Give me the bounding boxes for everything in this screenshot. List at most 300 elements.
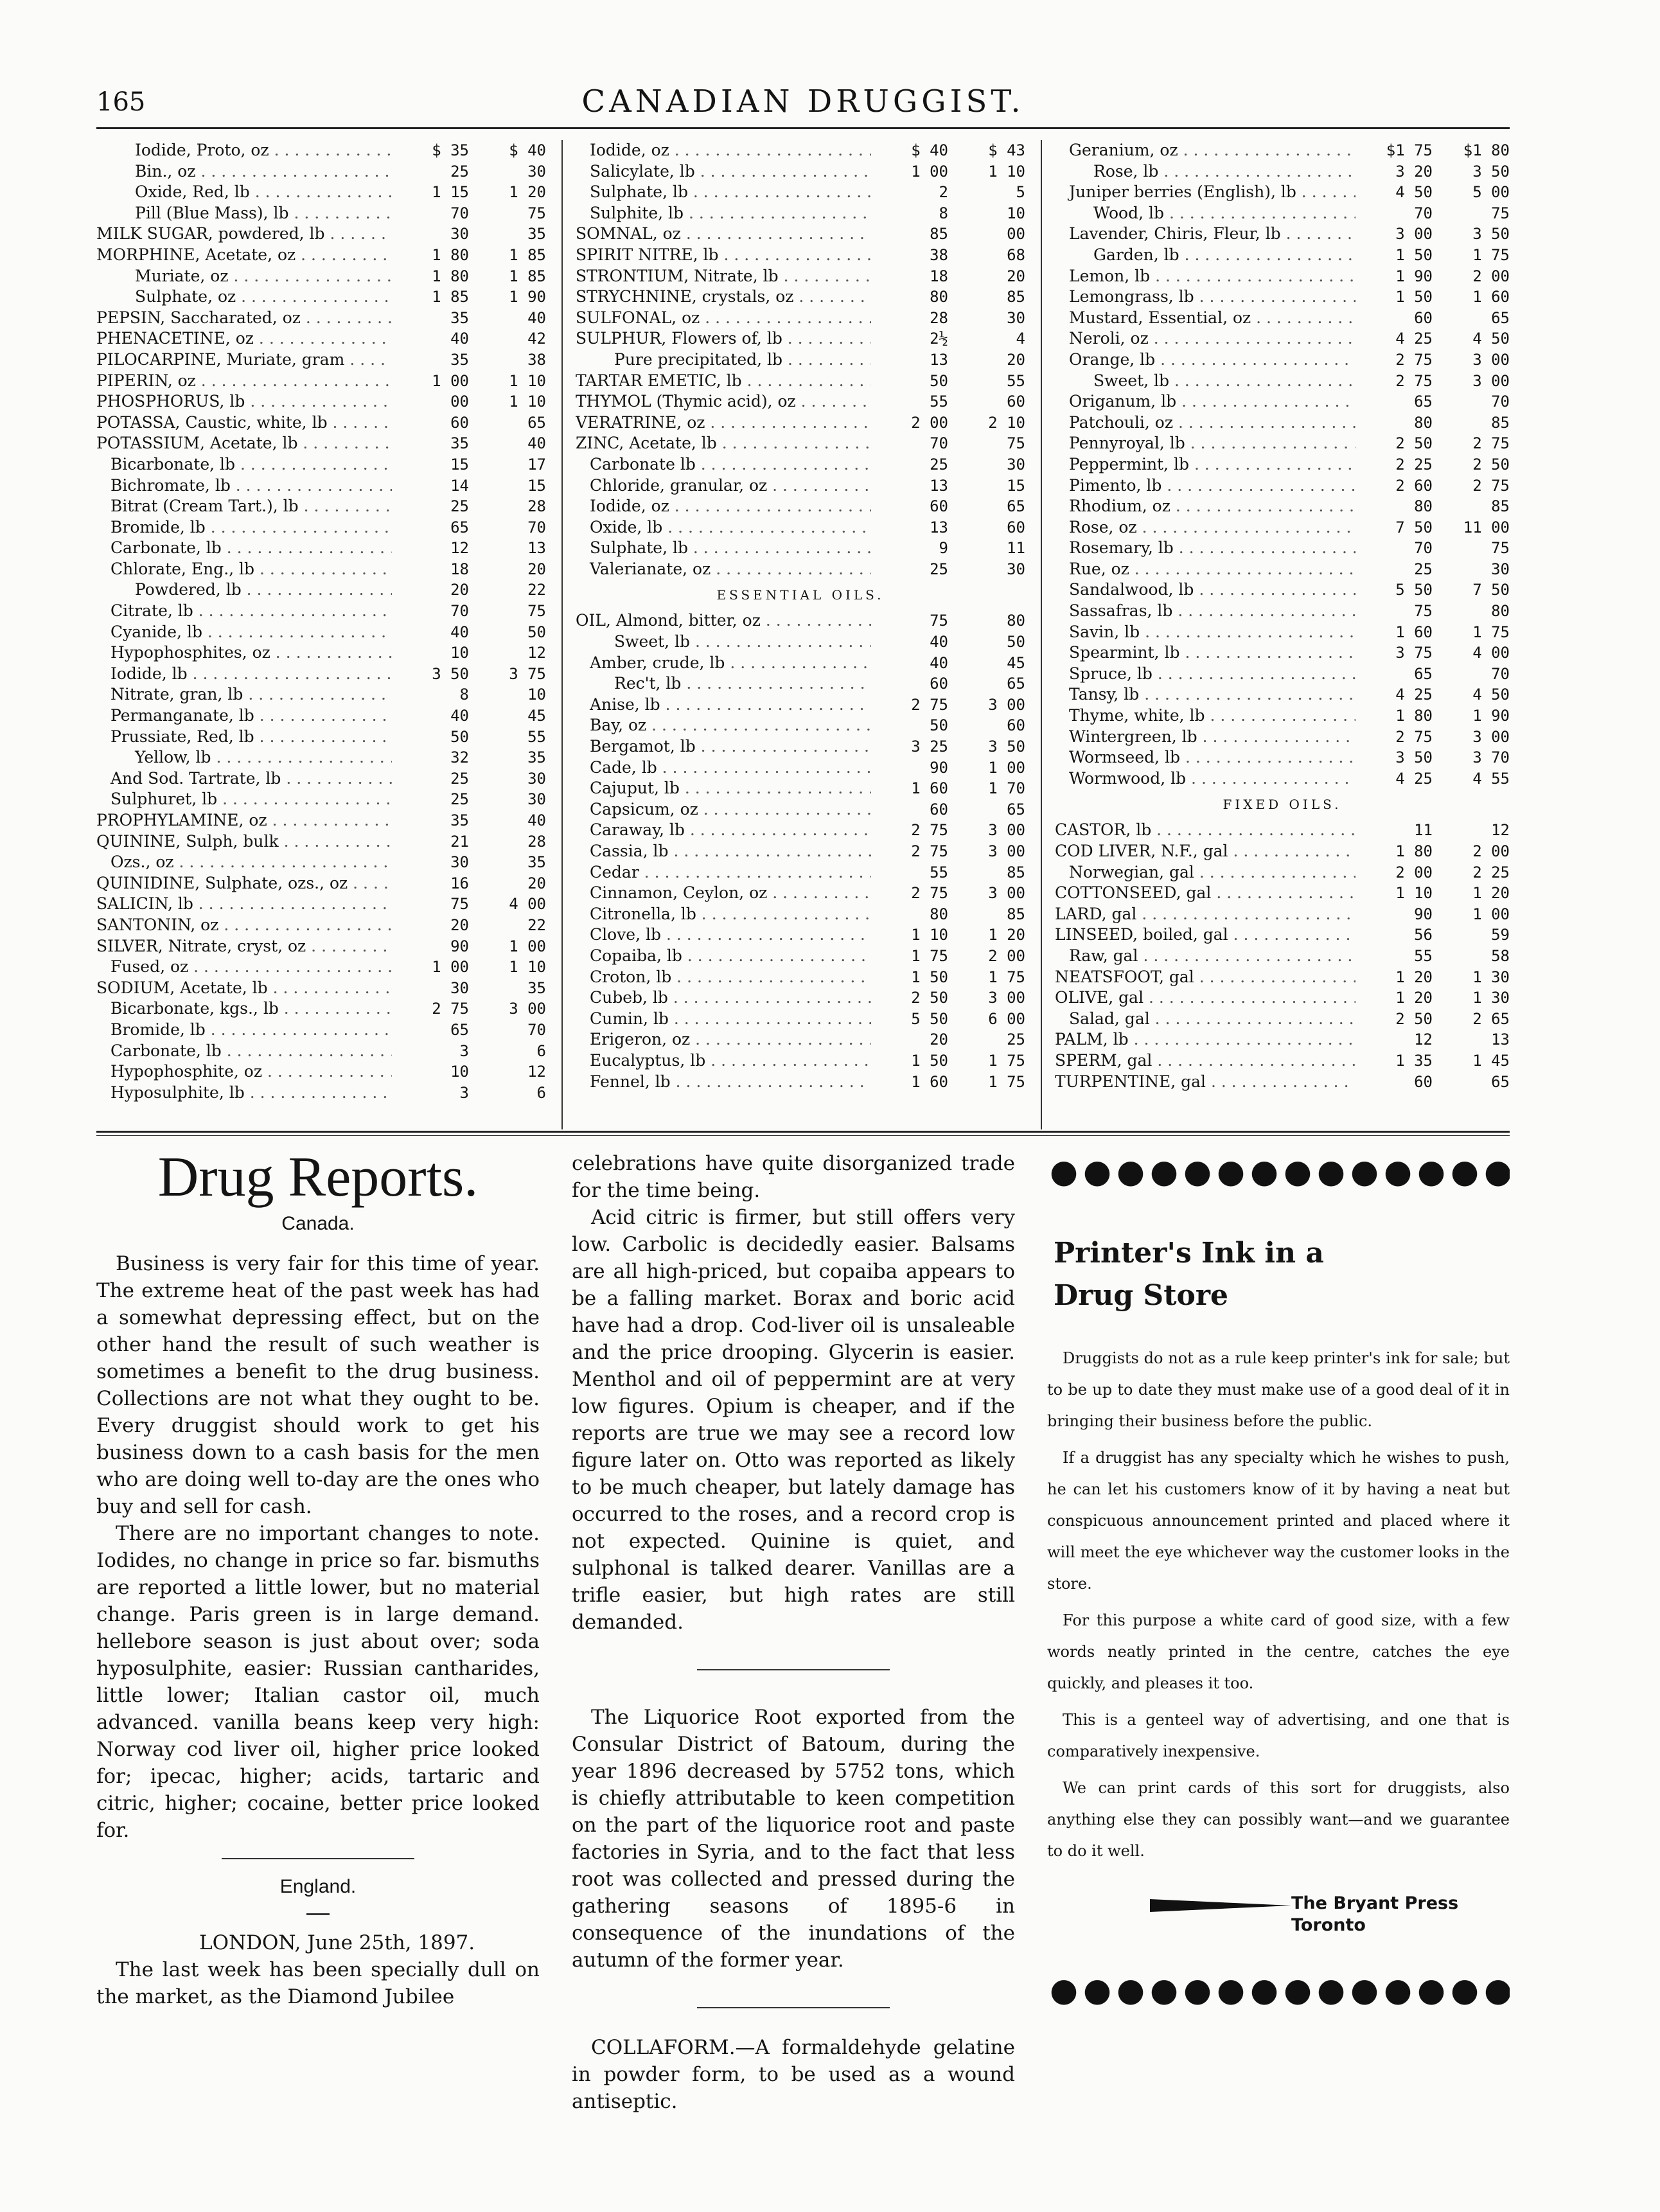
price-row: [96, 182, 546, 203]
item-name: Patchouli, oz . . .: [1055, 412, 1355, 434]
page-number: 165: [96, 87, 146, 117]
price-high: 30: [527, 769, 546, 788]
item-name: Hypophosphite, oz . . .: [96, 1061, 392, 1083]
price-row: [1055, 475, 1510, 497]
price-row: [576, 778, 1025, 799]
item-name: Cinnamon, Ceylon, oz . . .: [576, 883, 871, 904]
item-name: Cedar . . .: [576, 862, 871, 883]
price-low: 3 25: [911, 738, 948, 756]
price-row: [576, 1029, 1025, 1050]
item-name: MORPHINE, Acetate, oz . . .: [96, 245, 392, 266]
price-low: 1 10: [1395, 884, 1433, 903]
item-name: Iodide, Proto, oz . . .: [96, 140, 392, 161]
price-row: [1055, 412, 1510, 434]
price-row: [1055, 925, 1510, 946]
price-low: 60: [930, 497, 948, 516]
price-high: 30: [1491, 560, 1510, 578]
price-row: [576, 799, 1025, 820]
price-row: [96, 998, 546, 1020]
signature-text: [1291, 1893, 1458, 1936]
canada-paragraph-1: Business is very fair for this time of year. The extreme heat of the past week has had a somewhat depressing effect, but on the other hand the result of such weather is sometimes a benefit to the drug business. Collections are not what they ought to be. Every druggist should work to get his business down to a cash basis for the men who are doing well to-day are the ones who buy and sell for cash.: [96, 1252, 540, 1518]
price-low: 1 50: [1395, 245, 1433, 264]
signature-line-2: Toronto: [1291, 1915, 1366, 1935]
price-row: [1055, 883, 1510, 904]
price-row: [1055, 862, 1510, 883]
price-high: 1 10: [509, 958, 546, 977]
price-high: 1 75: [988, 1051, 1025, 1070]
price-low: 3 50: [1395, 748, 1433, 767]
item-name: Norwegian, gal . . .: [1055, 862, 1355, 883]
price-high: 1 75: [988, 968, 1025, 986]
price-low: 2: [939, 183, 948, 202]
item-name: Carbonate, lb . . .: [96, 538, 392, 559]
item-name: Salad, gal . . .: [1055, 1009, 1355, 1030]
item-name: Erigeron, oz . . .: [576, 1029, 871, 1050]
price-low: 20: [450, 916, 469, 934]
price-row: [576, 653, 1025, 674]
price-row: [96, 936, 546, 957]
item-name: Bitrat (Cream Tart.), lb . . .: [96, 496, 392, 517]
price-row: [576, 161, 1025, 182]
price-high: 75: [1007, 434, 1025, 453]
price-high: 13: [527, 539, 546, 558]
item-name: Pimento, lb . . .: [1055, 475, 1355, 497]
canada-paragraph-2: There are no important changes to note. Iodides, no change in price so far. bismuths are reported a little lower, but no material change. Paris green is in large demand. hellebore season is just about over; soda hyposulphite, easier: Russian cantharides, little lower; Italian castor oil, much advanced. vanilla beans keep very high: Norway cod liver oil, higher price looked for; ipecac, higher; acids, tartaric and citric, higher; cocaine, better price looked for.: [96, 1522, 540, 1842]
item-name: SPIRIT NITRE, lb . . .: [576, 245, 871, 266]
price-low: 16: [450, 874, 469, 892]
item-name: Sandalwood, lb . . .: [1055, 580, 1355, 601]
price-row: [1055, 622, 1510, 643]
price-row: [96, 727, 546, 748]
price-row: [96, 475, 546, 497]
price-row: [96, 203, 546, 224]
price-row: [1055, 433, 1510, 454]
price-high: 2 00: [1472, 842, 1510, 860]
price-high: 3 50: [1472, 162, 1510, 181]
price-low: 2 25: [1395, 455, 1433, 473]
price-low: 90: [1414, 905, 1433, 923]
price-high: 20: [1007, 267, 1025, 285]
price-low: 25: [450, 790, 469, 809]
price-row: [1055, 1050, 1510, 1072]
market-column: [572, 1150, 1015, 2115]
price-low: 1 50: [911, 968, 948, 986]
price-row: [96, 308, 546, 329]
price-low: 30: [450, 853, 469, 872]
price-low: 70: [1414, 204, 1433, 222]
price-low: 2 50: [1395, 1009, 1433, 1028]
price-high: 85: [1007, 863, 1025, 881]
price-low: 75: [930, 612, 948, 630]
price-high: 50: [1007, 633, 1025, 651]
price-row: [96, 412, 546, 434]
pointer-arrow-icon: [1150, 1899, 1291, 1912]
price-row: [576, 287, 1025, 308]
price-high: 59: [1491, 926, 1510, 944]
price-low: 28: [930, 308, 948, 327]
item-name: Salicylate, lb . . .: [576, 161, 871, 182]
item-name: Capsicum, oz . . .: [576, 799, 871, 820]
price-high: 13: [1491, 1031, 1510, 1049]
item-name: OIL, Almond, bitter, oz . . .: [576, 610, 871, 632]
price-high: 3 00: [988, 695, 1025, 714]
item-name: Muriate, oz . . .: [96, 266, 392, 287]
price-low: 1 60: [911, 779, 948, 798]
price-high: 1 70: [988, 779, 1025, 798]
price-high: 80: [1007, 612, 1025, 630]
item-name: Rose, lb . . .: [1055, 161, 1355, 182]
price-row: [576, 1072, 1025, 1093]
item-name: SULPHUR, Flowers of, lb . . .: [576, 328, 871, 349]
price-low: 30: [450, 978, 469, 997]
item-name: COD LIVER, N.F., gal . . .: [1055, 841, 1355, 862]
price-low: 80: [930, 905, 948, 923]
price-low: 40: [930, 653, 948, 672]
price-high: 68: [1007, 245, 1025, 264]
advert-signature: [1047, 1893, 1510, 1951]
price-low: 80: [1414, 413, 1433, 432]
price-row: [96, 747, 546, 768]
price-row: [1055, 642, 1510, 664]
price-low: 2 50: [1395, 434, 1433, 453]
price-high: 1 75: [988, 1072, 1025, 1091]
item-name: PILOCARPINE, Muriate, gram . . .: [96, 349, 392, 371]
item-name: Sassafras, lb . . .: [1055, 601, 1355, 622]
price-row: [576, 224, 1025, 245]
price-row: [96, 873, 546, 894]
price-high: 65: [1007, 675, 1025, 693]
price-high: 4: [1016, 330, 1025, 348]
price-low: 1 00: [911, 162, 948, 181]
price-low: 70: [1414, 539, 1433, 558]
price-high: 65: [1007, 800, 1025, 818]
price-low: 7 50: [1395, 518, 1433, 536]
advertisement: [1047, 1158, 1510, 2006]
price-row: [1055, 705, 1510, 727]
price-low: 60: [1414, 308, 1433, 327]
price-row: [576, 946, 1025, 967]
price-low: 13: [930, 518, 948, 536]
price-low: 12: [1414, 1031, 1433, 1049]
advert-paragraph-5: We can print cards of this sort for druggists, also anything else they can possibly want—and we guarantee to do it well.: [1047, 1779, 1510, 1860]
item-name: Spearmint, lb . . .: [1055, 642, 1355, 664]
liquorice-paragraph: The Liquorice Root exported from the Consular District of Batoum, during the year 1896 decreased by 5752 tons, which is chiefly attributable to keen competition on the part of the liquorice root and paste factories in Syria, and to the fact that less root was collected and pressed during the gathering seasons of 1895-6 in consequence of the inundations of the autumn of the former year.: [572, 1706, 1015, 1972]
price-row: [1055, 987, 1510, 1009]
price-low: 3: [459, 1083, 469, 1102]
price-low: 1 20: [1395, 968, 1433, 986]
price-high: 11 00: [1463, 518, 1510, 536]
price-high: 85: [1491, 413, 1510, 432]
price-high: 1 30: [1472, 968, 1510, 986]
item-name: PEPSIN, Saccharated, oz . . .: [96, 308, 392, 329]
price-high: 2 50: [1472, 455, 1510, 473]
price-row: [96, 245, 546, 266]
price-high: 1 20: [1472, 884, 1510, 903]
price-high: 3 00: [509, 1000, 546, 1018]
price-high: 1 10: [988, 162, 1025, 181]
continued-paragraph: celebrations have quite disorganized trade for the time being.: [572, 1152, 1015, 1202]
price-row: [1055, 182, 1510, 203]
item-name: Lemon, lb . . .: [1055, 266, 1355, 287]
dateline: LONDON, June 25th, 1897.: [199, 1931, 475, 1954]
price-high: 1 00: [1472, 905, 1510, 923]
price-row: [1055, 161, 1510, 182]
price-low: 4 25: [1395, 769, 1433, 788]
price-high: 22: [527, 916, 546, 934]
price-high: 2 10: [988, 413, 1025, 432]
price-low: 25: [450, 769, 469, 788]
price-low: 4 25: [1395, 686, 1433, 704]
price-high: 1 60: [1472, 288, 1510, 306]
price-low: 25: [1414, 560, 1433, 578]
price-low: 60: [930, 800, 948, 818]
price-low: 35: [450, 811, 469, 829]
price-row: [96, 642, 546, 664]
divider: [222, 1858, 414, 1859]
price-high: 30: [1007, 560, 1025, 578]
item-name: LINSEED, boiled, gal . . .: [1055, 925, 1355, 946]
price-high: 30: [1007, 455, 1025, 473]
advert-paragraph-2: If a druggist has any specialty which he wishes to push, he can let his customers know of it by having a neat but conspicuous announcement printed and placed where it will meet the eye whichever way the customer looks in the store.: [1047, 1449, 1510, 1593]
price-high: 30: [527, 790, 546, 809]
price-high: 17: [527, 455, 546, 473]
price-low: 1 80: [1395, 707, 1433, 725]
item-name: Rose, oz . . .: [1055, 517, 1355, 538]
price-row: [1055, 308, 1510, 329]
price-row: [576, 987, 1025, 1009]
item-name: Permanganate, lb . . .: [96, 705, 392, 727]
price-low: 3 50: [432, 664, 469, 683]
price-row: [96, 978, 546, 999]
price-high: 1 90: [1472, 707, 1510, 725]
price-row: [576, 904, 1025, 925]
price-low: 65: [450, 1020, 469, 1039]
item-name: POTASSIUM, Acetate, lb . . .: [96, 433, 392, 454]
price-row: [576, 883, 1025, 904]
price-high: 70: [1491, 393, 1510, 411]
price-high: 1 10: [509, 371, 546, 390]
price-low: 50: [450, 727, 469, 746]
price-row: [576, 266, 1025, 287]
price-high: 28: [527, 832, 546, 851]
item-name: Carbonate, lb . . .: [96, 1041, 392, 1062]
price-high: 6 00: [988, 1009, 1025, 1028]
price-high: 45: [527, 707, 546, 725]
price-low: 5 50: [911, 1009, 948, 1028]
price-low: 1 60: [1395, 623, 1433, 641]
price-low: 35: [450, 350, 469, 369]
price-row: [96, 601, 546, 622]
price-high: 70: [1491, 664, 1510, 683]
price-row: [96, 496, 546, 517]
price-high: $ 43: [988, 141, 1025, 159]
price-row: [96, 810, 546, 831]
price-high: 3 70: [1472, 748, 1510, 767]
advert-title-line-1: Printer's Ink in a: [1054, 1237, 1324, 1270]
item-name: Garden, lb . . .: [1055, 245, 1355, 266]
price-low: 2 75: [911, 842, 948, 860]
advert-title: [1054, 1232, 1510, 1317]
price-high: 12: [527, 1063, 546, 1081]
item-name: Copaiba, lb . . .: [576, 946, 871, 967]
price-row: [96, 915, 546, 936]
price-low: 11: [1414, 821, 1433, 840]
price-row: [1055, 538, 1510, 559]
item-name: Croton, lb . . .: [576, 967, 871, 988]
price-low: 2 75: [432, 1000, 469, 1018]
item-name: Iodide, lb . . .: [96, 664, 392, 685]
price-row: [96, 768, 546, 790]
item-name: Wormwood, lb . . .: [1055, 768, 1355, 790]
price-row: [1055, 328, 1510, 349]
price-low: 2 75: [1395, 350, 1433, 369]
price-high: 1 75: [1472, 623, 1510, 641]
price-high: 10: [527, 686, 546, 704]
price-row: [96, 789, 546, 810]
item-name: Ozs., oz . . .: [96, 852, 392, 873]
price-row: [1055, 266, 1510, 287]
price-low: 90: [930, 758, 948, 777]
price-low: 1 80: [1395, 842, 1433, 860]
item-name: Bicarbonate, kgs., lb . . .: [96, 998, 392, 1020]
item-name: Cyanide, lb . . .: [96, 622, 392, 643]
price-high: 55: [527, 727, 546, 746]
price-high: 2 65: [1472, 1009, 1510, 1028]
price-low: 2½: [930, 330, 948, 348]
price-high: 25: [1007, 1031, 1025, 1049]
item-name: Bromide, lb . . .: [96, 517, 392, 538]
price-low: 12: [450, 539, 469, 558]
price-low: 1 15: [432, 183, 469, 202]
price-low: 65: [1414, 664, 1433, 683]
price-row: [96, 433, 546, 454]
price-row: [96, 349, 546, 371]
item-name: Lemongrass, lb . . .: [1055, 287, 1355, 308]
price-low: $ 40: [911, 141, 948, 159]
price-high: 28: [527, 497, 546, 516]
price-high: 65: [1491, 308, 1510, 327]
price-low: 2 00: [911, 413, 948, 432]
price-high: 5 00: [1472, 183, 1510, 202]
price-row: [576, 182, 1025, 203]
item-name: PHOSPHORUS, lb . . .: [96, 391, 392, 412]
item-name: CASTOR, lb . . .: [1055, 820, 1355, 841]
advert-paragraph-4: This is a genteel way of advertising, and one that is comparatively inexpensive.: [1047, 1711, 1510, 1760]
price-row: [1055, 768, 1510, 790]
price-low: 1 60: [911, 1072, 948, 1091]
price-low: 1 80: [432, 245, 469, 264]
price-row: [96, 852, 546, 873]
price-low: 60: [1414, 1072, 1433, 1091]
item-name: Peppermint, lb . . .: [1055, 454, 1355, 475]
item-name: Powdered, lb . . .: [96, 580, 392, 601]
price-high: 3 50: [1472, 225, 1510, 243]
price-row: [1055, 684, 1510, 705]
price-row: [1055, 349, 1510, 371]
item-name: Wintergreen, lb . . .: [1055, 727, 1355, 748]
item-name: Cassia, lb . . .: [576, 841, 871, 862]
price-low: 40: [450, 707, 469, 725]
price-high: 7 50: [1472, 581, 1510, 599]
price-row: [576, 715, 1025, 736]
item-name: NEATSFOOT, gal . . .: [1055, 967, 1355, 988]
price-low: 2 75: [1395, 371, 1433, 390]
price-high: 35: [527, 748, 546, 767]
price-low: 3: [459, 1041, 469, 1060]
item-name: Eucalyptus, lb . . .: [576, 1050, 871, 1072]
item-name: PIPERIN, oz . . .: [96, 371, 392, 392]
item-name: Iodide, oz . . .: [576, 140, 871, 161]
price-low: 30: [450, 225, 469, 243]
item-name: Oxide, lb . . .: [576, 517, 871, 538]
item-name: Fennel, lb . . .: [576, 1072, 871, 1093]
price-high: 20: [1007, 350, 1025, 369]
price-row: [576, 328, 1025, 349]
item-name: Rue, oz . . .: [1055, 559, 1355, 580]
price-row: [576, 433, 1025, 454]
item-name: Hypophosphites, oz . . .: [96, 642, 392, 664]
price-row: [576, 673, 1025, 695]
item-name: Sulphate, lb . . .: [576, 182, 871, 203]
price-row: [96, 1041, 546, 1062]
price-low: 2 75: [1395, 727, 1433, 746]
price-row: [96, 517, 546, 538]
item-name: Yellow, lb . . .: [96, 747, 392, 768]
column-divider: [1041, 140, 1042, 1129]
price-high: 85: [1007, 288, 1025, 306]
divider: [697, 2007, 890, 2008]
price-low: 1 80: [432, 267, 469, 285]
price-high: 2 25: [1472, 863, 1510, 881]
item-name: Juniper berries (English), lb . . .: [1055, 182, 1355, 203]
item-name: Sulphate, oz . . .: [96, 287, 392, 308]
price-low: 35: [450, 434, 469, 453]
england-heading: England.: [279, 1876, 357, 1897]
price-row: [576, 736, 1025, 757]
price-high: 5: [1016, 183, 1025, 202]
price-high: 22: [527, 581, 546, 599]
price-row: [576, 371, 1025, 392]
canada-heading: Canada.: [281, 1213, 355, 1234]
price-high: 4 55: [1472, 769, 1510, 788]
price-high: 1 20: [988, 926, 1025, 944]
price-row: [576, 1009, 1025, 1030]
price-low: 70: [450, 602, 469, 621]
price-row: [96, 266, 546, 287]
price-high: 40: [527, 308, 546, 327]
price-row: [1055, 1072, 1510, 1093]
item-name: TURPENTINE, gal . . .: [1055, 1072, 1355, 1093]
price-row: [96, 559, 546, 580]
price-list: [96, 140, 1510, 1155]
price-row: [576, 538, 1025, 559]
price-row: [1055, 559, 1510, 580]
price-low: 40: [450, 330, 469, 348]
price-row: [96, 371, 546, 392]
item-name: QUINIDINE, Sulphate, ozs., oz . . .: [96, 873, 392, 894]
item-name: Pennyroyal, lb . . .: [1055, 433, 1355, 454]
price-low: 55: [930, 863, 948, 881]
price-high: 3 00: [988, 821, 1025, 840]
price-low: 15: [450, 455, 469, 473]
price-column-3: [1055, 140, 1510, 1092]
price-low: 2 75: [911, 821, 948, 840]
price-high: 40: [527, 434, 546, 453]
advert-title-line-2: Drug Store: [1054, 1279, 1229, 1312]
price-low: 80: [930, 288, 948, 306]
price-row: [96, 894, 546, 915]
price-low: 2 00: [1395, 863, 1433, 881]
